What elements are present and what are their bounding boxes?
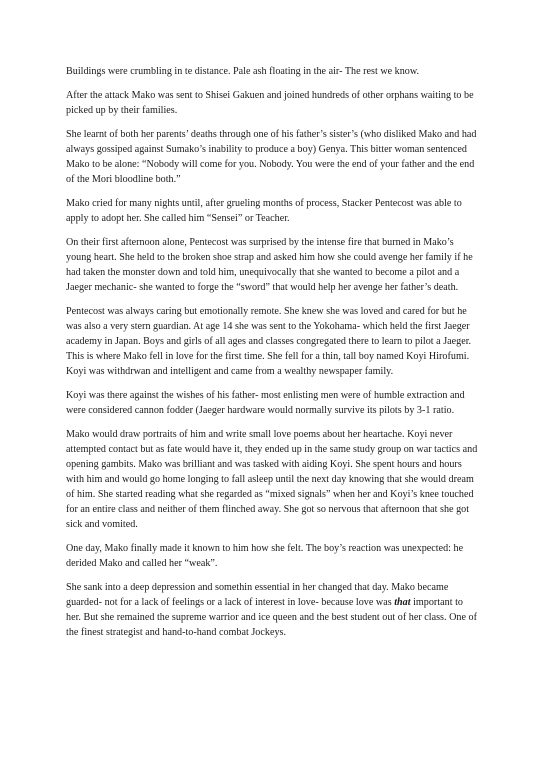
paragraph-5: On their first afternoon alone, Pentecost was surprised by the intense fire that burned in Mako’s young heart. She held to the broken shoe strap and asked him how she could avenge her family if he had taken the monster down and told him, unequivocally that she wanted to become a pilot and a Jaeger mechanic- she wanted to forge the “sword” that would help her avenge her father’s death. bbox=[66, 237, 473, 293]
paragraph-1: Buildings were crumbling in te distance. Pale ash floating in the air- The rest we know. bbox=[66, 66, 420, 77]
paragraph-10-text-start: She sank into a deep depression and somethin essential in her changed that day. Mako became guarded- not for a lack of feelings or a lack of interest in love- because love was bbox=[66, 582, 449, 608]
emphasized-word: that bbox=[394, 597, 411, 608]
paragraph-4: Mako cried for many nights until, after grueling months of process, Stacker Pentecost was able to apply to adopt her. She called him “Sensei” or Teacher. bbox=[66, 198, 462, 224]
paragraph-7: Koyi was there against the wishes of his father- most enlisting men were of humble extraction and were considered cannon fodder (Jaeger hardware would normally survive its pilots by 3-1 ratio. bbox=[66, 390, 465, 416]
paragraph-3: She learnt of both her parents’ deaths through one of his father’s sister’s (who disliked Mako and had always gossiped against Sumako’s inability to produce a boy) Genya. This bitter woman sentenced Mako to be alone: “Nobody will come for you. Nobody. You were the end of your father and the end of the Mori bloodline both.” bbox=[66, 129, 477, 185]
paragraph-9: One day, Mako finally made it known to him how she felt. The boy’s reaction was unexpected: he derided Mako and called her “weak”. bbox=[66, 543, 464, 569]
paragraph-6: Pentecost was always caring but emotionally remote. She knew she was loved and cared for but he was also a very stern guardian. At age 14 she was sent to the Yokohama- which held the first Jaeger academy in Japan. Boys and girls of all ages and classes congregated there to learn to pilot a Jaeger. This is where Mako fell in love for the first time. She fell for a thin, tall boy named Koyi Hirofumi. Koyi was withdrwan and intelligent and came from a wealthy newspaper family. bbox=[66, 306, 472, 377]
paragraph-10 bbox=[66, 580, 480, 640]
paragraph-10-text-end: important to her. But she remained the supreme warrior and ice queen and the best student out of her class. One of the finest strategist and hand-to-hand combat Jockeys. bbox=[66, 597, 477, 638]
paragraph-8: Mako would draw portraits of him and write small love poems about her heartache. Koyi never attempted contact but as fate would have it, they ended up in the same study group on war tactics and opening gambits. Mako was brilliant and was tasked with aiding Koyi. She spent hours and hours with him and would go home longing to fall asleep until the next day knowing that she would dream of him. She started reading what she regarded as “mixed signals” when her and Koyi’s knee touched for an entire class and neither of them flinched away. She got so nervous that afternoon that she got sick and vomited. bbox=[66, 429, 478, 530]
paragraph-2: After the attack Mako was sent to Shisei Gakuen and joined hundreds of other orphans waiting to be picked up by their families. bbox=[66, 90, 474, 116]
